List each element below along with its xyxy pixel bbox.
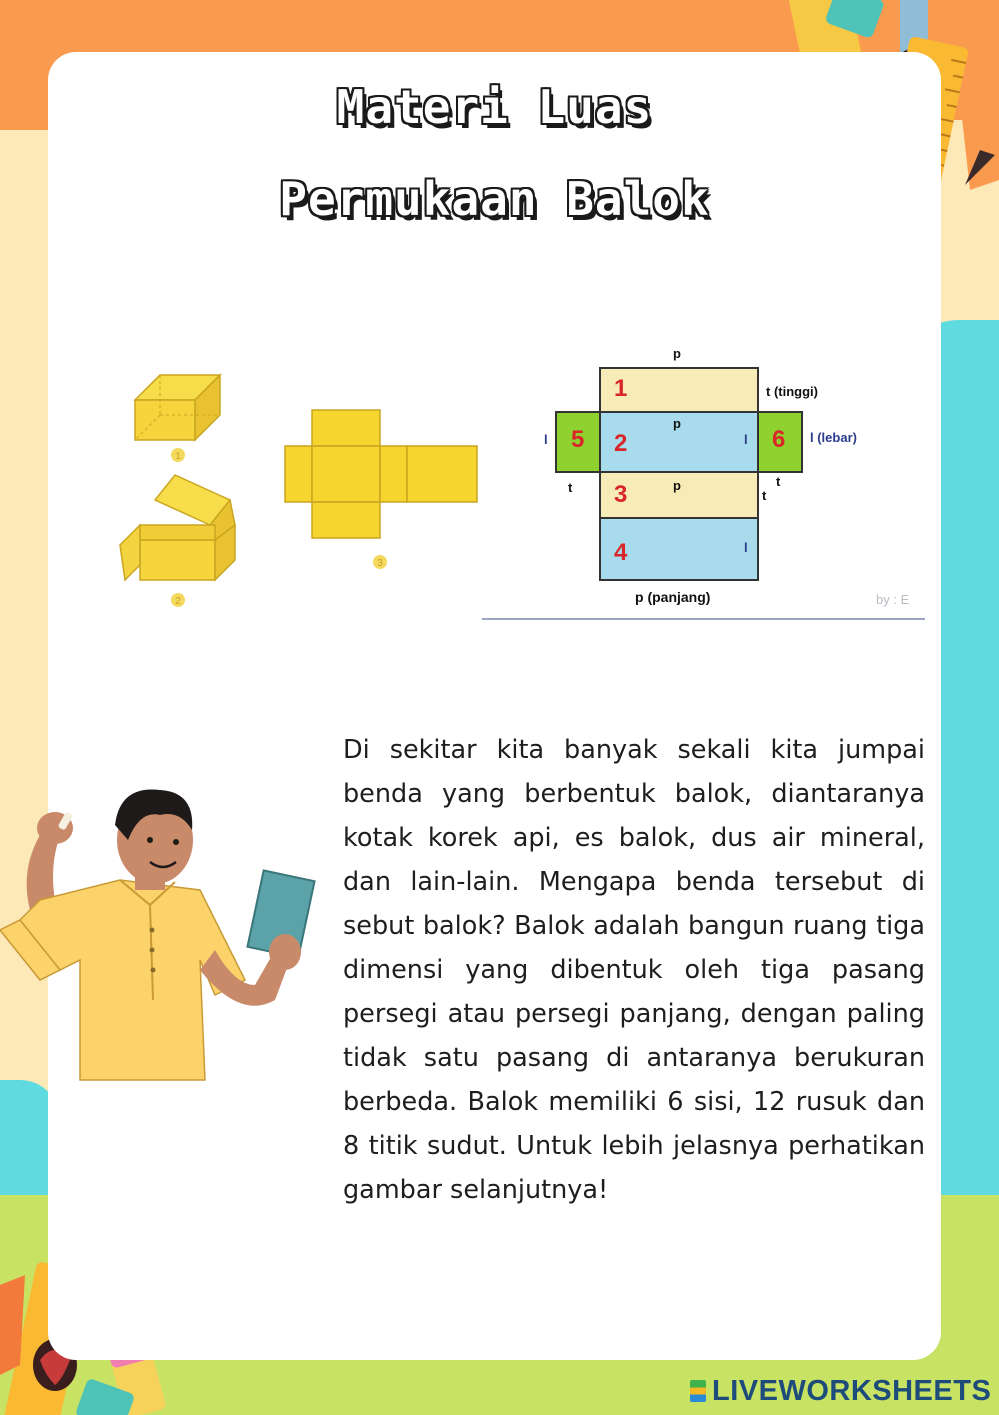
- diagram-credit: by : E: [876, 592, 910, 607]
- body-paragraph: Di sekitar kita banyak sekali kita jumpai benda yang berbentuk balok, diantaranya kotak korek api, es balok, dus air mineral, dan lain-lain. Mengapa benda tersebut di sebut balok? Balok adalah bangun ruang tiga dimensi yang dibentuk oleh tiga pasang persegi atau persegi panjang, dengan paling tidak satu pasang di antaranya berukuran berbeda. Balok memiliki 6 sisi, 12 rusuk dan 8 titik sudut. Untuk lebih jelasnya perhatikan gambar selanjutnya!: [343, 735, 925, 1205]
- label-tinggi: t (tinggi): [766, 384, 818, 399]
- liveworksheets-logo[interactable]: [690, 1375, 991, 1408]
- label-l-face-2: l: [744, 432, 748, 447]
- label-l-left: l: [544, 432, 548, 447]
- labeled-balok-net-diagram: [480, 340, 930, 625]
- label-t-right-1: t: [762, 488, 767, 503]
- cuboid-step-2: [120, 475, 235, 580]
- page-title-line-2: Permukaan Balok: [279, 172, 710, 226]
- teacher-illustration: [0, 780, 330, 1090]
- label-p-top: p: [673, 346, 681, 361]
- face-3-number: 3: [614, 481, 628, 508]
- label-p-face-2: p: [673, 416, 681, 431]
- label-l-face-4: l: [744, 540, 748, 555]
- liveworksheets-logo-text: LIVEWORKSHEETS: [712, 1375, 992, 1407]
- face-2-number: 2: [614, 430, 628, 457]
- step-2-label: 2: [175, 596, 181, 607]
- face-1-number: 1: [614, 375, 628, 402]
- page-title-line-1: Materi Luas: [336, 80, 653, 134]
- cuboid-net-step-3: [285, 410, 477, 538]
- face-4-number: 4: [614, 539, 628, 566]
- face-5-number: 5: [571, 426, 585, 453]
- step-1-label: 1: [175, 451, 181, 462]
- step-3-label: 3: [377, 558, 383, 569]
- label-lebar: l (lebar): [810, 430, 857, 445]
- label-t-right-2: t: [776, 474, 781, 489]
- balok-net-illustration: [110, 360, 490, 620]
- label-p-face-3: p: [673, 478, 681, 493]
- cuboid-step-1: [135, 375, 220, 440]
- label-t-left: t: [568, 480, 573, 495]
- face-6-number: 6: [772, 426, 786, 453]
- label-panjang: p (panjang): [635, 589, 711, 605]
- liveworksheets-logo-icon: [690, 1380, 706, 1402]
